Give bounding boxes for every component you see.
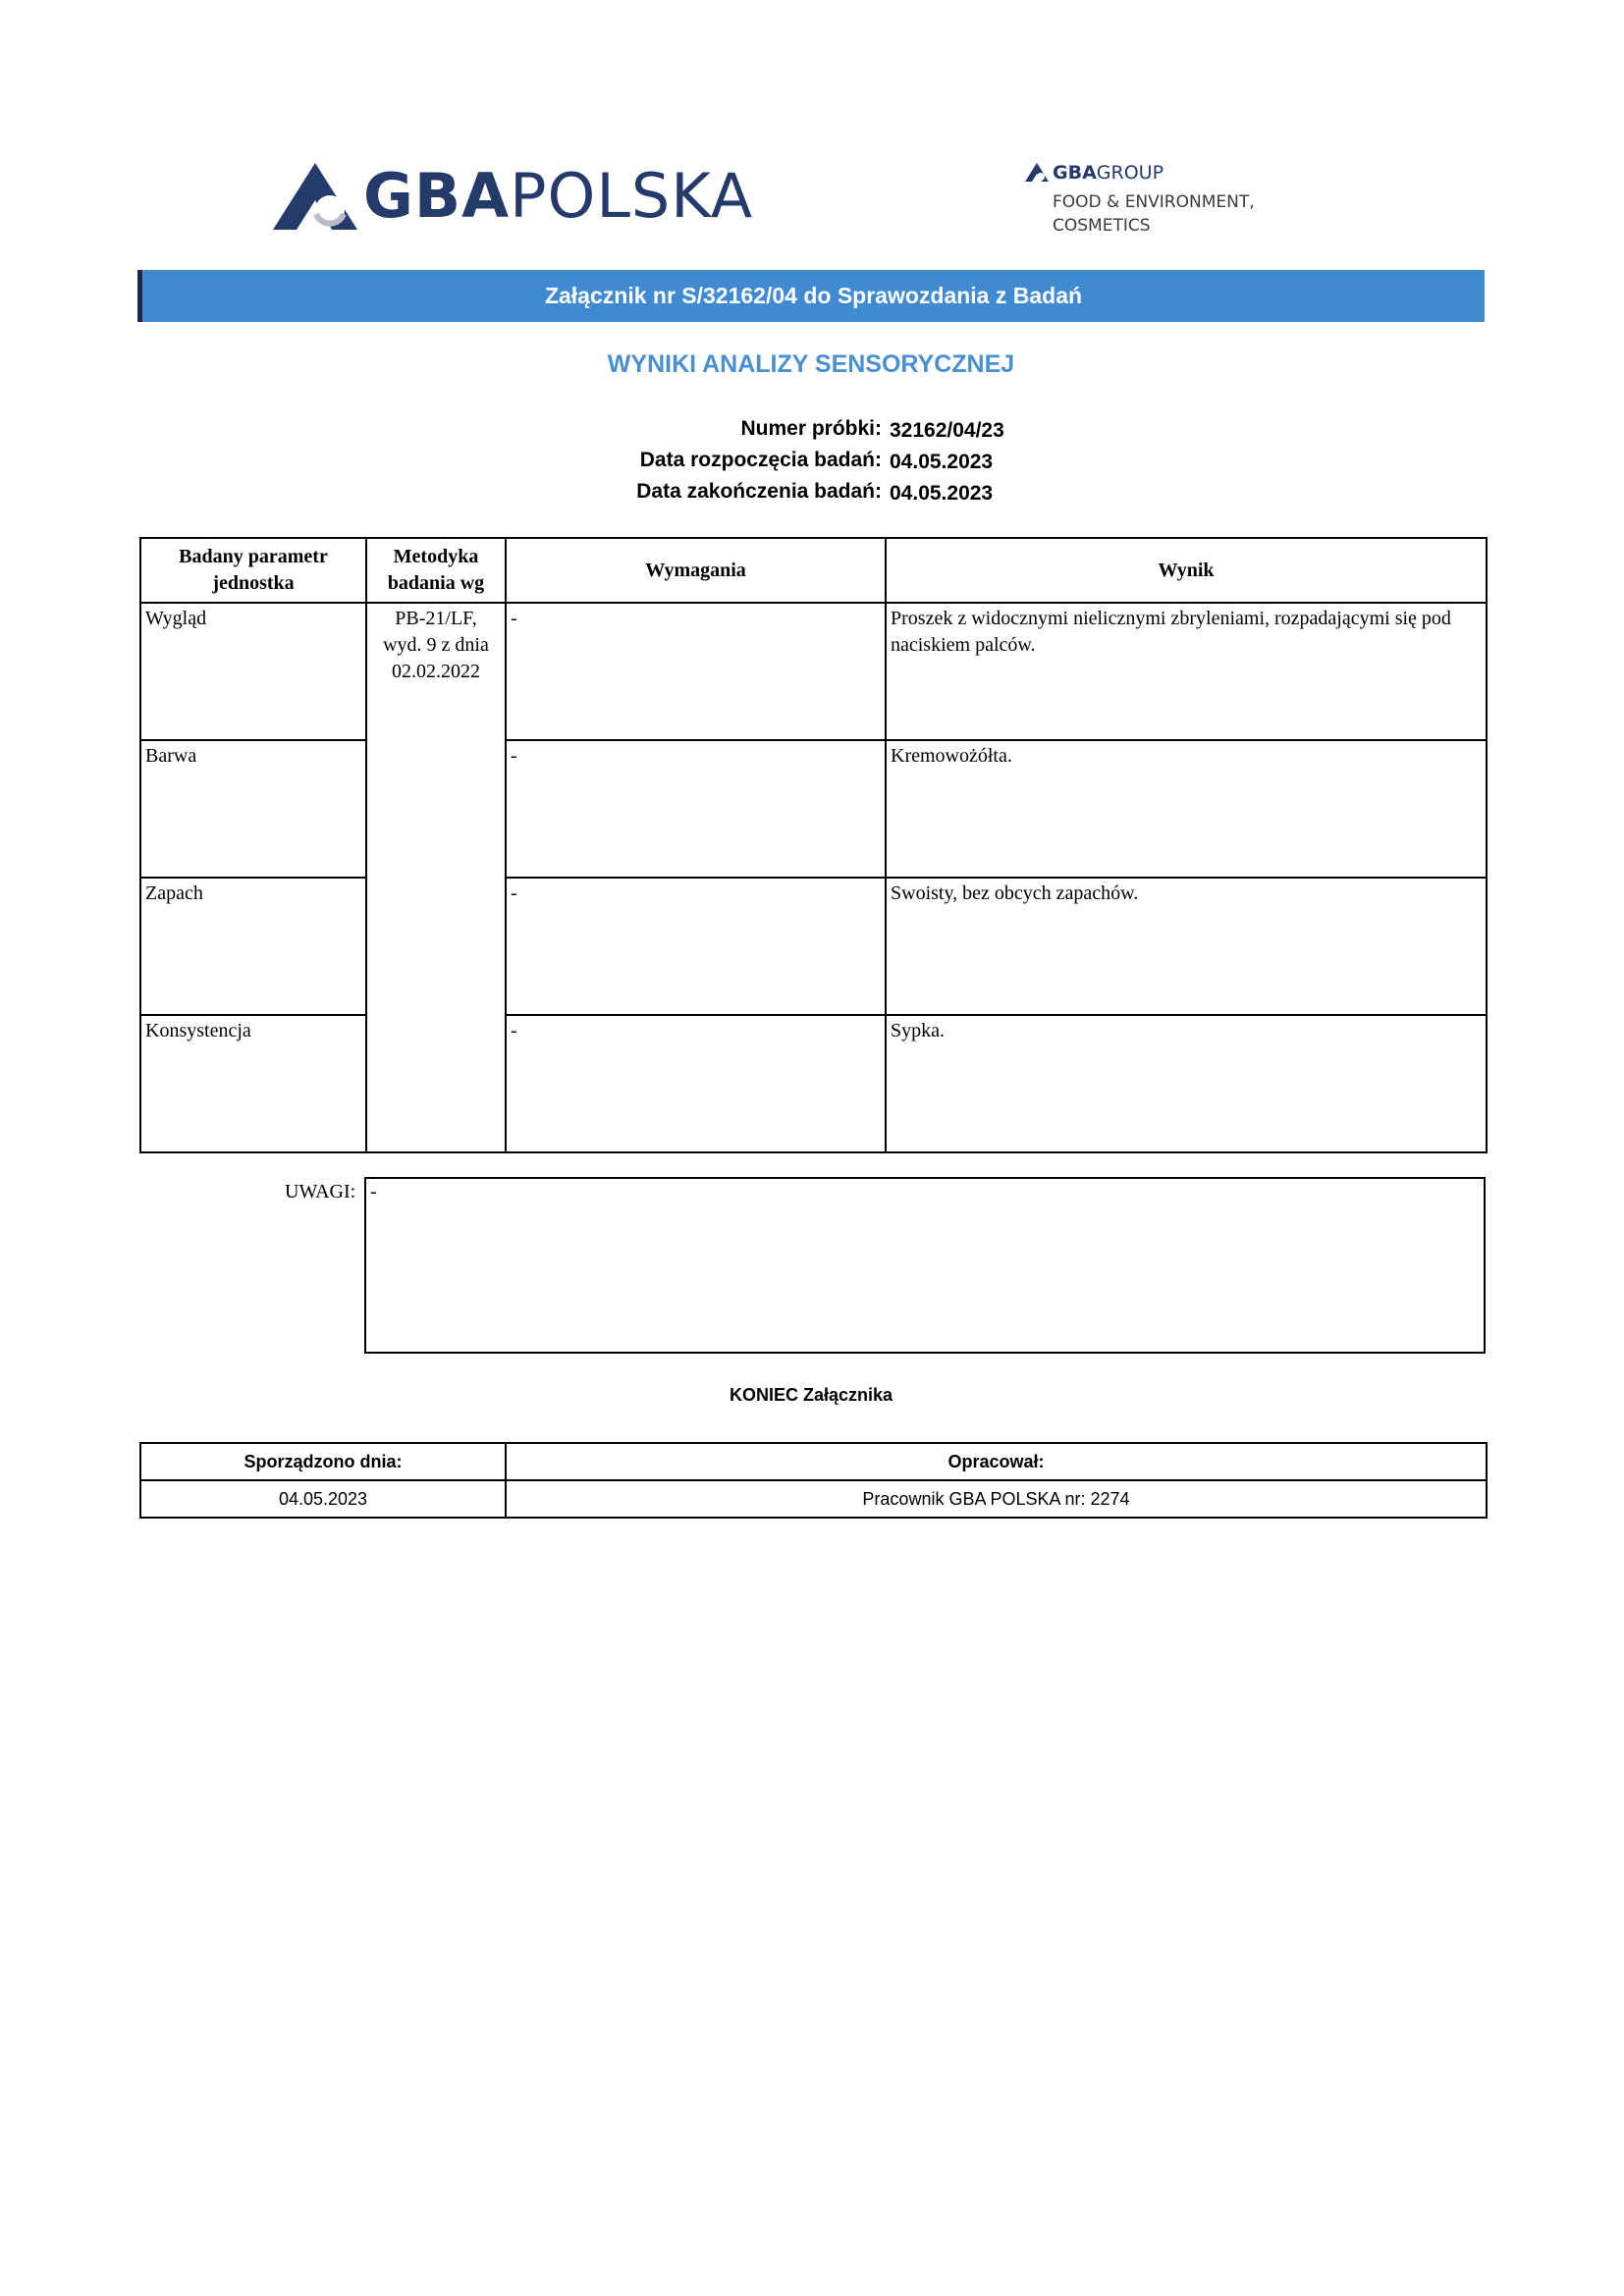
gba-group-name: GBAGROUP (1053, 162, 1164, 184)
table-row (140, 603, 1487, 740)
parameter-cell: Wygląd (140, 603, 366, 740)
end-of-annex-note: KONIEC Załącznika (729, 1385, 893, 1405)
header-requirements: Wymagania (506, 538, 886, 603)
header-result: Wynik (886, 538, 1487, 603)
remarks-label: UWAGI: (285, 1181, 356, 1202)
gba-polska-logo (273, 157, 803, 236)
prepared-by-label: Opracował: (506, 1443, 1487, 1480)
section-title: WYNIKI ANALIZY SENSORYCZNEJ (607, 350, 1015, 378)
parameter-cell: Konsystencja (140, 1015, 366, 1152)
prepared-date-label: Sporządzono dnia: (140, 1443, 506, 1480)
annex-title: Załącznik nr S/32162/04 do Sprawozdania z Badań (544, 283, 1083, 308)
gba-group-tagline: FOOD & ENVIRONMENT, COSMETICS (1053, 192, 1255, 236)
gba-polska-wordmark: GBAPOLSKA (363, 160, 754, 232)
end-date-row (0, 480, 1624, 511)
gba-group-mountain-icon (1025, 163, 1049, 183)
result-cell: Proszek z widocznymi nielicznymi zbryleniami, rozpadającymi się pod naciskiem palców. (886, 603, 1487, 740)
parameter-cell: Barwa (140, 740, 366, 878)
start-date-label: Data rozpoczęcia badań: (639, 449, 882, 471)
prepared-date-value: 04.05.2023 (140, 1480, 506, 1518)
end-date-value: 04.05.2023 (890, 482, 994, 505)
table-row (140, 740, 1487, 878)
parameter-cell: Zapach (140, 878, 366, 1015)
remarks-box (364, 1177, 1486, 1354)
gba-mountain-logo-icon (273, 163, 357, 232)
sample-number-label: Numer próbki: (740, 417, 882, 440)
requirement-cell: - (506, 603, 886, 740)
requirement-cell: - (506, 878, 886, 1015)
gba-group-logo (1025, 159, 1280, 238)
header-method: Metodyka badania wg (366, 538, 506, 603)
signature-table (139, 1442, 1488, 1519)
result-cell: Sypka. (886, 1015, 1487, 1152)
annex-title-banner (137, 270, 1485, 322)
end-date-label: Data zakończenia badań: (636, 480, 882, 503)
remarks-value: - (370, 1181, 377, 1202)
start-date-row (0, 449, 1624, 480)
result-cell: Kremowożółta. (886, 740, 1487, 878)
table-row (140, 1015, 1487, 1152)
table-header-row (140, 538, 1487, 603)
result-cell: Swoisty, bez obcych zapachów. (886, 878, 1487, 1015)
sensory-results-table (139, 537, 1488, 1153)
signature-header-row (140, 1443, 1487, 1480)
table-row (140, 878, 1487, 1015)
start-date-value: 04.05.2023 (890, 451, 994, 473)
requirement-cell: - (506, 1015, 886, 1152)
signature-value-row (140, 1480, 1487, 1518)
sample-number-value: 32162/04/23 (890, 419, 1004, 442)
header-parameter: Badany parametr jednostka (140, 538, 366, 603)
sample-number-row (0, 417, 1624, 449)
method-cell: PB-21/LF, wyd. 9 z dnia 02.02.2022 (366, 603, 506, 1152)
requirement-cell: - (506, 740, 886, 878)
prepared-by-value: Pracownik GBA POLSKA nr: 2274 (506, 1480, 1487, 1518)
